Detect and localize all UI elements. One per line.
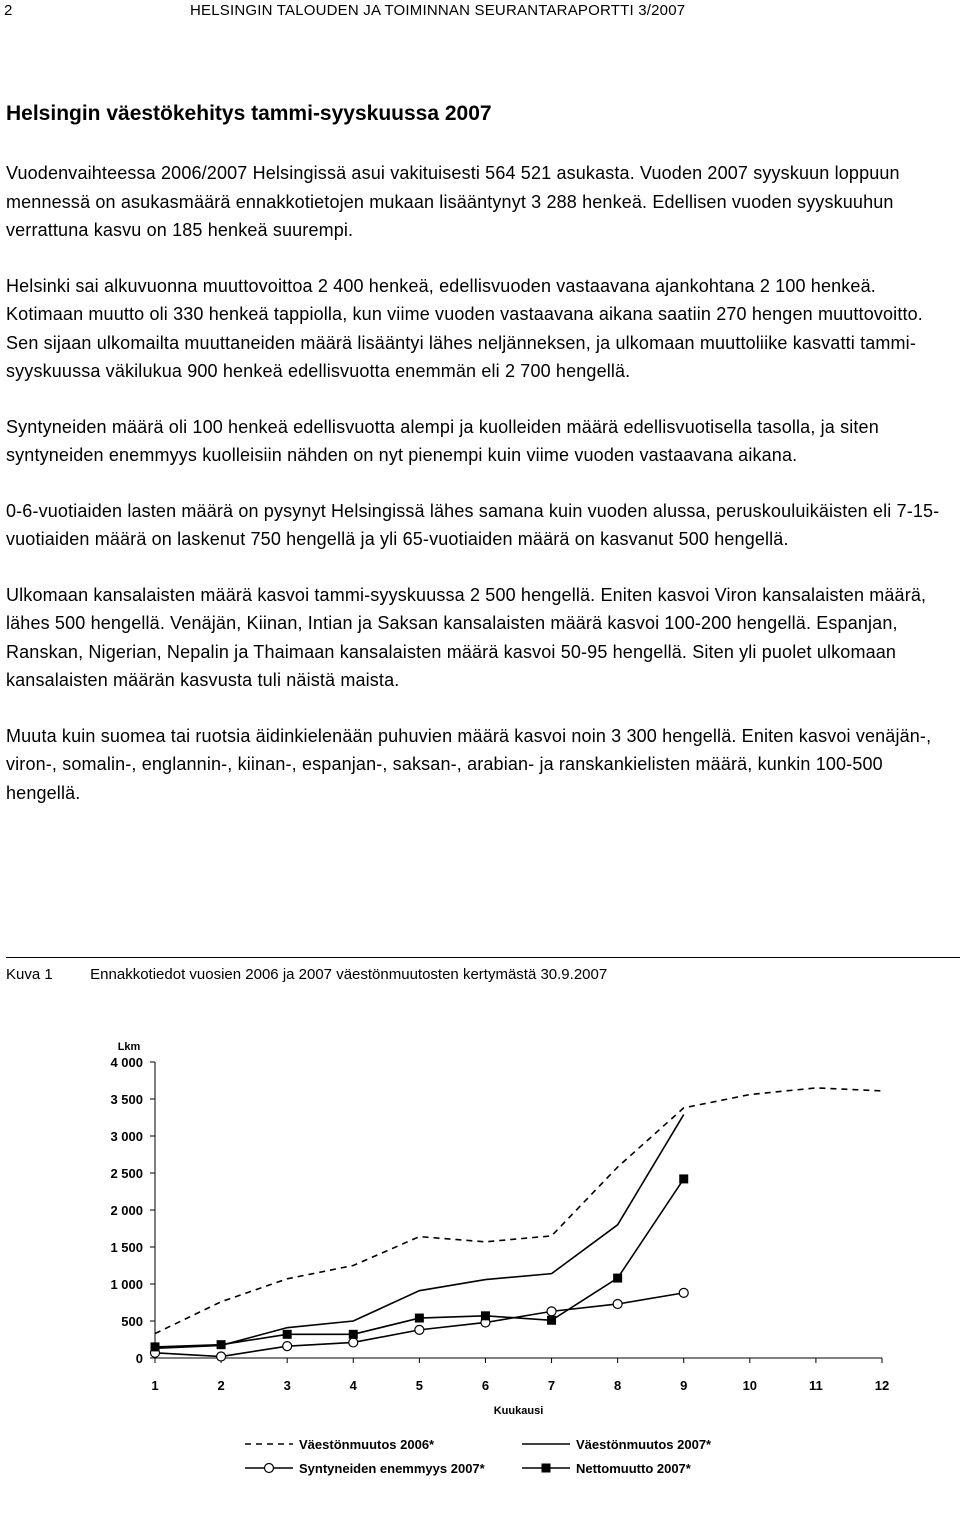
legend-label: Väestönmuutos 2007* [576,1437,712,1452]
paragraph-5: Ulkomaan kansalaisten määrä kasvoi tammi-syyskuussa 2 500 hengellä. Eniten kasvoi Viron kansalaisten määrä, lähes 500 hengellä. Venäjän, Kiinan, Intian ja Saksan kansalaisten määrä kasvoi 100-200 hengellä. Espanjan, Ranskan, Nigerian, Nepalin ja Thaimaan kansalaisten määrä kasvoi 50-95 hengellä. Siten yli puolet ulkomaan kansalaisten määrän kasvusta tuli näistä maista. [6,584,927,690]
data-point-square [217,1340,226,1349]
series-line-syntyneiden-enemmyys-2007 [155,1293,684,1357]
y-tick-label: 2 000 [110,1203,143,1218]
y-tick-label: 1 500 [110,1240,143,1255]
y-tick-label: 1 000 [110,1277,143,1292]
x-tick-label: 10 [742,1378,758,1393]
data-point-square [679,1174,688,1183]
paragraph-1: Vuodenvaihteessa 2006/2007 Helsingissä asui vakituisesti 564 521 asukasta. Vuoden 2007 syyskuun loppuun mennessä on asukasmäärä ennakkotietojen mukaan lisääntynyt 3 288 henkeä. Edellisen vuoden syyskuuhun verrattuna kasvu on 185 henkeä suurempi. [6,163,900,240]
data-point-square [547,1316,556,1325]
data-point-square [481,1311,490,1320]
data-point-square [283,1330,292,1339]
data-point-square [613,1274,622,1283]
data-point-square [151,1342,160,1351]
y-tick-label: 2 500 [110,1166,143,1181]
x-axis-label: Kuukausi [493,1405,544,1417]
paragraph-4: 0-6-vuotiaiden lasten määrä on pysynyt Helsingissä lähes samana kuin vuoden alussa, peruskouluikäisten eli 7-15-vuotiaiden määrä on laskenut 750 hengellä ja yli 65-vuotiaiden määrä on kasvanut 500 hengellä. [6,500,940,549]
y-tick-label: 500 [121,1314,143,1329]
data-point-circle [415,1325,424,1334]
data-point-square [349,1330,358,1339]
y-axis-label: Lkm [117,1041,141,1053]
x-tick-label: 7 [547,1378,556,1393]
y-tick-label: 3 000 [110,1129,143,1144]
legend-label: Syntyneiden enemmyys 2007* [299,1461,485,1476]
data-point-circle [547,1307,556,1316]
y-tick-label: 4 000 [110,1055,143,1070]
x-tick-label: 4 [349,1378,357,1393]
data-point-square [415,1314,424,1323]
x-tick-label: 3 [283,1378,291,1393]
series-line-v-est-nmuutos-2007 [155,1115,684,1349]
x-tick-label: 1 [151,1378,159,1393]
x-tick-label: 5 [415,1378,423,1393]
figure-caption-text: Ennakkotiedot vuosien 2006 ja 2007 väestönmuutosten kertymästä 30.9.2007 [90,966,608,983]
paragraph-6: Muuta kuin suomea tai ruotsia äidinkielenään puhuvien määrä kasvoi noin 3 300 hengellä. Eniten kasvoi venäjän-, viron-, somalin-, englannin-, kiinan-, espanjan-, saksan-, arabian- ja ranskankielisten määrä, kunkin 100-500 hengellä. [6,725,932,803]
running-title: HELSINGIN TALOUDEN JA TOIMINNAN SEURANTARAPORTTI 3/2007 [190,2,686,19]
page-header [0,0,960,30]
population-change-chart [0,1030,960,1500]
y-tick-label: 0 [135,1351,143,1366]
x-tick-label: 8 [614,1378,622,1393]
data-point-circle [283,1342,292,1351]
x-tick-label: 11 [809,1378,823,1393]
x-tick-label: 2 [217,1378,225,1393]
series-line-v-est-nmuutos-2006 [155,1088,882,1334]
data-point-circle [217,1352,226,1361]
x-tick-label: 12 [874,1378,890,1393]
article-body [6,100,956,834]
data-point-circle [613,1299,622,1308]
legend-marker-square [542,1464,551,1473]
data-point-circle [679,1288,688,1297]
x-tick-label: 6 [481,1378,490,1393]
y-tick-label: 3 500 [110,1092,143,1107]
legend-label: Väestönmuutos 2006* [299,1437,435,1452]
page-number: 2 [4,2,13,19]
paragraph-2: Helsinki sai alkuvuonna muuttovoittoa 2 400 henkeä, edellisvuoden vastaavana ajankohtana 2 100 henkeä. Kotimaan muutto oli 330 henkeä tappiolla, kun viime vuoden vastaavana aikana saatiin 270 hengen muuttovoitto. Sen sijaan ulkomailta muuttaneiden määrä lisääntyi lähes neljänneksen, ja ulkomaan muuttoliike kasvatti tammi-syyskuussa väkilukua 900 henkeä edellisvuotta enemmän eli 2 700 hengellä. [6,275,923,381]
legend-marker-circle [265,1464,274,1473]
figure-label: Kuva 1 [6,966,53,983]
caption-divider [6,957,960,958]
x-tick-label: 9 [680,1378,688,1393]
paragraph-3: Syntyneiden määrä oli 100 henkeä edellisvuotta alempi ja kuolleiden määrä edellisvuotisella tasolla, ja siten syntyneiden enemmyys kuolleisiin nähden on nyt pienempi kuin viime vuoden vastaavana aikana. [6,416,879,465]
legend-label: Nettomuutto 2007* [576,1461,691,1476]
article-title: Helsingin väestökehitys tammi-syyskuussa 2007 [6,102,492,125]
figure-caption [6,966,607,983]
data-point-circle [349,1338,358,1347]
